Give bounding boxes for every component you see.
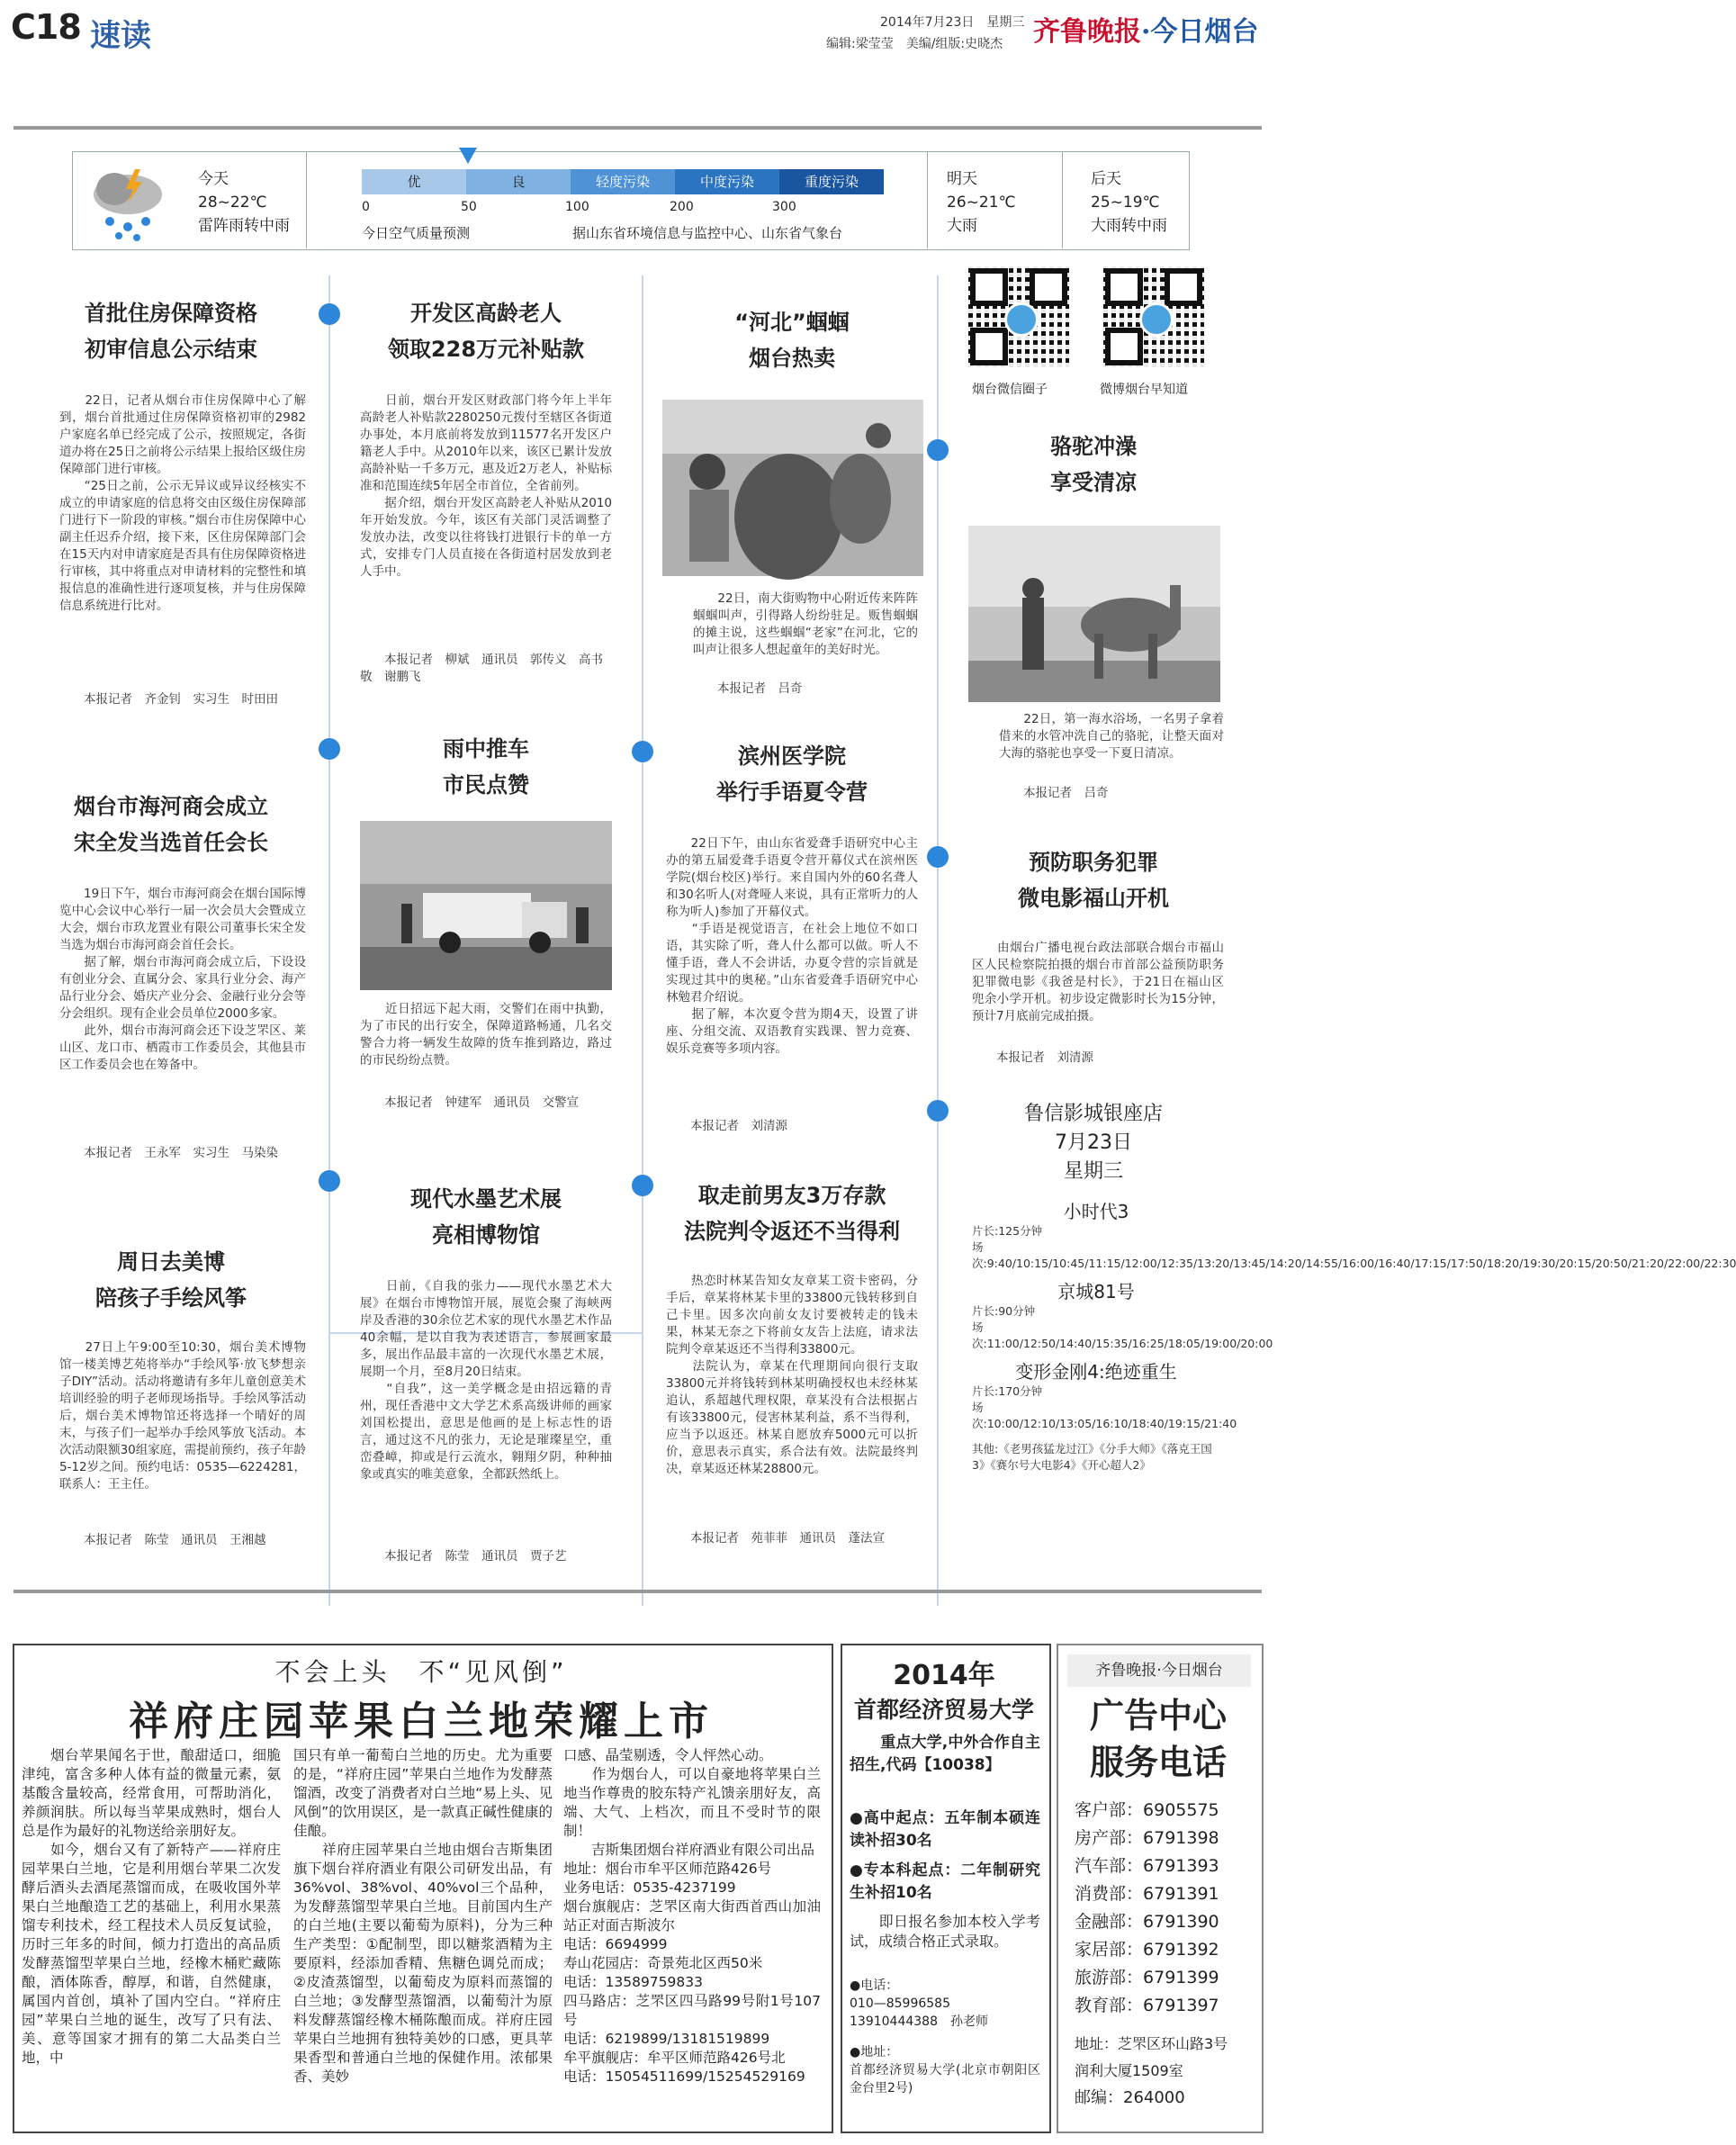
movie-showtimes: 场次:11:00/12:50/14:40/15:35/16:25/18:05/19:00/20:00 <box>972 1320 1273 1350</box>
ad-school-address: ●地址： 首都经济贸易大学(北京市朝阳区金台里2号) <box>850 2045 1040 2095</box>
phone-line: 房产部：6791398 <box>1075 1828 1219 1848</box>
article-body: 22日，第一海水浴场，一名男子拿着借来的水管冲洗自己的骆驼，让整天面对大海的骆驼也享受一下夏日清凉。 <box>999 712 1224 761</box>
weather-tomorrow <box>947 167 1016 238</box>
article-byline: 本报记者 刘清源 <box>972 1050 1093 1065</box>
section-title: 速读 <box>90 18 151 54</box>
aq-tick: 50 <box>461 200 477 214</box>
movie-showtimes: 场次:9:40/10:15/10:45/11:15/12:00/12:35/13:20/13:45/14:20/14:55/16:00/16:40/17:15/17:50/18:20/19:30/20:15/20:50/21:20/22:00/22:30 <box>972 1240 1736 1270</box>
qr-caption-weibo: 微博烟台早知道 <box>1100 383 1188 397</box>
editor-credits: 编辑:梁莹莹 美编/组版:史晓杰 <box>826 37 1003 51</box>
phone-line: 教育部：6791397 <box>1075 1996 1219 2015</box>
weather-divider <box>927 151 928 248</box>
qr-caption-wechat: 烟台微信圈子 <box>972 383 1048 397</box>
aq-pointer-icon <box>459 148 477 164</box>
phone-line: 家居部：6791392 <box>1075 1940 1219 1960</box>
ad-center-address: 地址：芝罘区环山路3号 润利大厦1509室 邮编：264000 <box>1075 2035 1228 2107</box>
phone-line: 消费部：6791391 <box>1075 1884 1219 1904</box>
masthead-edition: ·今日烟台 <box>1141 16 1259 48</box>
after-temp: 25~19℃ <box>1091 194 1160 212</box>
ad-headline: 祥府庄园苹果白兰地荣耀上市 <box>129 1699 714 1744</box>
article-body: 19日下午，烟台市海河商会在烟台国际博览中心会议中心举行一届一次会员大会暨成立大会，烟台市玖龙置业有限公司董事长宋全发当选为烟台市海河商会首任会长。 据了解，烟台市海河商会成立后，下设设有创业分会、直属分会、家具行业分会、海产品行业分会、婚庆产业分会、金融行业分会等分会组织。现有企业会员单位2000多家。 此外，烟台市海河商会还下设芝罘区、莱山区、龙口市、栖霞市工作委员会，其他县市区工作委员会也在筹备中。 <box>59 887 306 1072</box>
header-divider <box>13 126 1262 130</box>
ad-year: 2014年 <box>893 1660 995 1691</box>
photo-camel-shower <box>968 526 1220 702</box>
ad-school-phone: ●电话： 010—85996585 13910444388 孙老师 <box>850 1978 988 2029</box>
cinema-schedule <box>972 1197 1736 1474</box>
aq-level-3: 轻度污染 <box>571 169 675 194</box>
movie-length: 片长:170分钟 <box>972 1384 1043 1398</box>
article-byline: 本报记者 吕奇 <box>999 786 1109 800</box>
article-title: 滨州医学院 举行手语夏令营 <box>716 744 868 805</box>
aq-caption: 今日空气质量预测 <box>362 225 471 241</box>
tomorrow-temp: 26~21℃ <box>947 194 1016 212</box>
ad-school-program2: ●专本科起点：二年制研究生补招10名 <box>850 1861 1040 1902</box>
aq-tick: 300 <box>772 200 796 214</box>
article-title: 雨中推车 市民点赞 <box>443 736 529 798</box>
column-rule <box>328 275 330 1606</box>
issue-date: 2014年7月23日 星期三 <box>880 15 1025 30</box>
cinema-date: 7月23日 <box>1055 1131 1132 1154</box>
aq-level-2: 良 <box>466 169 571 194</box>
weather-today <box>198 167 290 238</box>
article-byline: 本报记者 陈莹 通讯员 王湘越 <box>59 1533 266 1547</box>
article-title: 取走前男友3万存款 法院判令返还不当得利 <box>684 1183 900 1244</box>
movie-title: 变形金刚4:绝迹重生 <box>1015 1361 1177 1383</box>
article-byline: 本报记者 刘清源 <box>666 1119 787 1133</box>
article-byline: 本报记者 王永军 实习生 马染染 <box>59 1146 278 1160</box>
article-byline: 本报记者 柳斌 通讯员 郭传义 高书敬 谢鹏飞 <box>360 653 603 684</box>
bullet-dot <box>319 303 340 325</box>
ad-body-col1: 烟台苹果闻名于世，酿甜适口，细脆津纯，富含多种人体有益的微量元素，氨基酸含量较高，经常食用，可帮助消化，养颜润肤。所以每当苹果成熟时，烟台人总是作为最好的礼物送给亲朋好友。 如今，烟台又有了新特产——祥府庄园苹果白兰地，它是利用烟台苹果二次发酵后酒头去酒尾蒸馏而成，在吸收国外苹果白兰地酿造工艺的基础上，利用水果蒸馏专利技术，经工程技术人员反复试验，历时三年多的时间，倾力打造出的高品质发酵蒸馏型苹果白兰地，经橡木桶贮藏陈酿，酒体陈香，醇厚，和谐，自然健康，属国内首创，填补了国内空白。“祥府庄园”苹果白兰地的诞生，改写了只有法、美、意等国家才拥有的第二大品类白兰地，中 <box>22 1747 281 2066</box>
article-body: 日前，烟台开发区财政部门将今年上半年高龄老人补贴款2280250元拨付至辖区各街道办事处，本月底前将发放到11577名开发区户籍老人手中。从2010年以来，该区已累计发放高龄补贴一千多万元，惠及近2万老人，补贴标准和范围连续5年居全市首位，全省前列。 据介绍，烟台开发区高龄老人补贴从2010年开始发放。今年，该区有关部门灵活调整了发放办法，改变以往将钱打进银行卡的单一方式，安排专门人员直接在各街道村居发放到老人手中。 <box>360 393 612 579</box>
masthead-logo <box>1033 9 1258 49</box>
aq-tick: 0 <box>362 200 370 214</box>
article-body: 22日下午，由山东省爱聋手语研究中心主办的第五届爱聋手语夏令营开幕仪式在滨州医学院(烟台校区)举行。来自国内外的60名聋人和30名听人(对聋哑人来说，具有正常听力的人称为听人)参加了开幕仪式。 “手语是视觉语言，在社会上地位不如口语，其实除了听，聋人什么都可以做。听人不懂手语，聋人不会讲话，办夏令营的宗旨就是实现过其中的奥秘。”山东省爱聋手语研究中心林勉君介绍说。 据了解，本次夏令营为期4天，设置了讲座、分组交流、双语教育实践课、智力竞赛、娱乐竞赛等多项内容。 <box>666 836 918 1056</box>
other-movies: 其他:《老男孩猛龙过江》《分手大师》《落克王国3》《赛尔号大电影4》《开心超人2》 <box>972 1442 1212 1472</box>
movie-showtimes: 场次:10:00/12:10/13:05/16:10/18:40/19:15/21:40 <box>972 1401 1237 1430</box>
weather-divider <box>1062 151 1063 248</box>
bullet-dot <box>927 1100 949 1122</box>
article-body: 由烟台广播电视台政法部联合烟台市福山区人民检察院拍摄的烟台市首部公益预防职务犯罪微电影《我爸是村长》，于21日在福山区兜余小学开机。初步设定微影时长为15分钟，预计7月底前完成拍摄。 <box>972 941 1224 1023</box>
tomorrow-desc: 大雨 <box>947 217 977 235</box>
ad-center-title: 广告中心 服务电话 <box>1089 1696 1227 1782</box>
phone-line: 汽车部：6791393 <box>1075 1856 1219 1876</box>
air-quality-scale <box>362 169 884 194</box>
ad-slogan: 不会上头 不“见风倒” <box>274 1657 568 1687</box>
article-body: 27日上午9:00至10:30，烟台美术博物馆一楼美博艺苑将举办“手绘风筝·放飞梦想亲子DIY”活动。活动将邀请有多年儿童创意美术培训经验的明子老师现场指导。手绘风筝活动后，烟台美术博物馆还将选择一个晴好的周末，与孩子们一起举办手绘风筝放飞活动。本次活动限额30组家庭，需提前预约，孩子年龄5-12岁之间。预约电话：0535—6224281，联系人：王主任。 <box>59 1340 306 1492</box>
tomorrow-label: 明天 <box>947 170 977 188</box>
ads-divider <box>13 1590 1262 1593</box>
phone-line: 金融部：6791390 <box>1075 1912 1219 1932</box>
article-body: 22日，南大街购物中心附近传来阵阵蝈蝈叫声，引得路人纷纷驻足。贩售蝈蝈的摊主说，这些蝈蝈“老家”在河北，它的叫声让很多人想起童年的美好时光。 <box>693 591 918 657</box>
ad-school-program1: ●高中起点：五年制本硕连读补招30名 <box>850 1809 1040 1850</box>
article-byline: 本报记者 吕奇 <box>693 681 803 696</box>
masthead-brand: 齐鲁晚报 <box>1033 16 1141 48</box>
aq-level-5: 重度污染 <box>779 169 884 194</box>
aq-level-1: 优 <box>362 169 466 194</box>
photo-crickets <box>662 400 923 576</box>
ad-center-phones <box>1075 1797 1255 2020</box>
bullet-dot <box>632 741 653 762</box>
aq-source: 据山东省环境信息与监控中心、山东省气象台 <box>572 225 843 241</box>
today-desc: 雷阵雨转中雨 <box>198 217 290 235</box>
phone-line: 旅游部：6791399 <box>1075 1968 1219 1987</box>
article-title: 首批住房保障资格 初审信息公示结束 <box>85 301 257 362</box>
ad-center-head: 齐鲁晚报·今日烟台 <box>1067 1654 1251 1687</box>
page-number: C18 <box>11 7 81 47</box>
article-byline: 本报记者 陈莹 通讯员 贾子艺 <box>360 1549 567 1564</box>
article-byline: 本报记者 齐金钊 实习生 时田田 <box>59 692 278 707</box>
article-byline: 本报记者 钟建军 通讯员 交警宣 <box>360 1095 579 1110</box>
thunderstorm-icon <box>83 162 173 243</box>
column-rule <box>937 275 939 1606</box>
movie-length: 片长:125分钟 <box>972 1224 1043 1238</box>
article-title: 现代水墨艺术展 亮相博物馆 <box>410 1186 562 1248</box>
article-title: 周日去美博 陪孩子手绘风筝 <box>95 1249 247 1311</box>
article-body: 近日招远下起大雨，交警们在雨中执勤，为了市民的出行安全，保障道路畅通，几名交警合力将一辆发生故障的货车推到路边，路过的市民纷纷点赞。 <box>360 1002 612 1068</box>
aq-level-4: 中度污染 <box>675 169 779 194</box>
cinema-weekday: 星期三 <box>1063 1160 1123 1183</box>
bullet-dot <box>927 439 949 461</box>
bullet-dot <box>319 1170 340 1192</box>
movie-title: 小时代3 <box>1063 1201 1129 1222</box>
article-title: “河北”蝈蝈 烟台热卖 <box>734 310 850 371</box>
today-label: 今天 <box>198 170 229 188</box>
bullet-dot <box>632 1175 653 1196</box>
article-title: 开发区高龄老人 领取228万元补贴款 <box>387 301 585 362</box>
article-title: 骆驼冲澡 享受清凉 <box>1050 434 1137 495</box>
cinema-name: 鲁信影城银座店 <box>1023 1103 1163 1125</box>
ad-school-name: 首都经济贸易大学 <box>853 1697 1034 1723</box>
bullet-dot <box>927 846 949 868</box>
weather-divider <box>306 151 307 248</box>
article-title: 预防职务犯罪 微电影福山开机 <box>1018 850 1169 911</box>
article-body: 22日，记者从烟台市住房保障中心了解到，烟台首批通过住房保障资格初审的2982户家庭名单已经完成了公示，按照规定，各街道办将在25日之前将公示结果上报给区级住房保障部门进行审核。 “25日之前，公示无异议或异议经核实不成立的申请家庭的信息将交由区级住房保障部门进行下一阶段的审核。”烟台市住房保障中心副主任迟乔介绍，接下来，区住房保障部门会在15天内对申请家庭是否具有住房保障资格进行审核，其中将重点对申请材料的完整性和填报信息的准确性进行逐项复核，并与住房保障信息系统进行比对。 <box>59 393 306 613</box>
article-body: 日前，《自我的张力——现代水墨艺术大展》在烟台市博物馆开展，展览会聚了海峡两岸及香港的30余位艺术家的现代水墨艺术作品40余幅，是以自我为表述语言，参展画家最多，展出作品最丰富的一次现代水墨艺术展，展期一个月，至8月20日结束。 “自我”，这一美学概念是由招远籍的青州，现任香港中文大学艺术系高级讲师的画家刘国松提出，意思是他画的是上标志性的语言，通过这不凡的张力，无论是璀璨星空，重峦叠嶂，抑或是行云流水，翱翔夕阴，种种抽象或真实的唯美意象，全都跃然纸上。 <box>360 1279 612 1482</box>
phone-line: 客户部：6905575 <box>1075 1800 1219 1820</box>
article-body: 热恋时林某告知女友章某工资卡密码，分手后，章某将林某卡里的33800元钱转移到自己卡里。因多次向前女友讨要被转走的钱未果，林某无奈之下将前女友告上法庭，请求法院判令章某返还不当得利33800元。 法院认为，章某在代理期间向很行支取33800元并将钱转到林某明确授权也未经林某追认，系超越代理权限，章某没有合法根据占有该33800元，侵害林某利益，系不当得利，应当予以返还。林某自愿放弃5000元可以折价，意思表示真实，系合法有效。法院最终判决，章某返还林某28800元。 <box>666 1274 918 1476</box>
photo-push-truck <box>360 821 612 990</box>
today-temp: 28~22℃ <box>198 194 267 212</box>
article-title: 烟台市海河商会成立 宋全发当选首任会长 <box>74 794 268 855</box>
ad-body-col2: 国只有单一葡萄白兰地的历史。尤为重要的是，“祥府庄园”苹果白兰地作为发酵蒸馏酒，改变了消费者对白兰地“易上头、见风倒”的饮用误区，是一款真正碱性健康的佳酿。 祥府庄园苹果白兰地由烟台吉斯集团旗下烟台祥府酒业有限公司研发出品，有36%vol、38%vol、40%vol三个品种，为发酵蒸馏型苹果白兰地。目前国内生产的白兰地(主要以葡萄为原料)，分为三种生产类型：①配制型，即以糖浆酒精为主要原料，经添加香精、焦糖色调兑而成；②皮渣蒸馏型，以葡萄皮为原料而蒸馏的白兰地；③发酵型蒸馏酒，以葡萄汁为原料发酵蒸馏经橡木桶陈酿而成。祥府庄园苹果白兰地拥有独特美妙的口感，更具苹果香型和普通白兰地的保健作用。浓郁果香、美妙 <box>293 1747 553 2085</box>
qr-code-wechat[interactable] <box>968 266 1069 367</box>
column-rule <box>642 275 643 1606</box>
aq-tick: 200 <box>670 200 694 214</box>
movie-length: 片长:90分钟 <box>972 1304 1036 1318</box>
weather-day-after <box>1091 167 1167 238</box>
article-byline: 本报记者 苑菲菲 通讯员 蓬法宣 <box>666 1531 885 1546</box>
ad-body-col3: 口感、晶莹剔透，令人怦然心动。 作为烟台人，可以自豪地将苹果白兰地当作尊贵的胶东特产礼馈亲朋好友，高端、大气、上档次，而且不受时节的限制！ 吉斯集团烟台祥府酒业有限公司出品 地址：烟台市牟平区师范路426号 业务电话：0535-4237199 烟台旗舰店：芝罘区南大街西首西山加油站正对面吉斯波尔 电话：6694999 寿山花园店：奇景苑北区西50米 电话：13589759833 四马路店：芝罘区四马路99号附1号107号 电话：6219899/13181519899 牟平旗舰店：牟平区师范路426号北 电话：15054511699/15254529169 <box>563 1747 821 2085</box>
bullet-dot <box>319 738 340 760</box>
after-desc: 大雨转中雨 <box>1091 217 1167 235</box>
movie-title: 京城81号 <box>1057 1281 1135 1302</box>
cinema-header <box>954 1100 1233 1186</box>
ad-school-intro: 重点大学,中外合作自主招生,代码【10038】 <box>850 1734 1040 1774</box>
aq-tick: 100 <box>565 200 589 214</box>
ad-school-note: 即日报名参加本校入学考试，成绩合格正式录取。 <box>850 1913 1040 1950</box>
qr-code-weibo[interactable] <box>1103 266 1204 367</box>
after-label: 后天 <box>1091 170 1121 188</box>
